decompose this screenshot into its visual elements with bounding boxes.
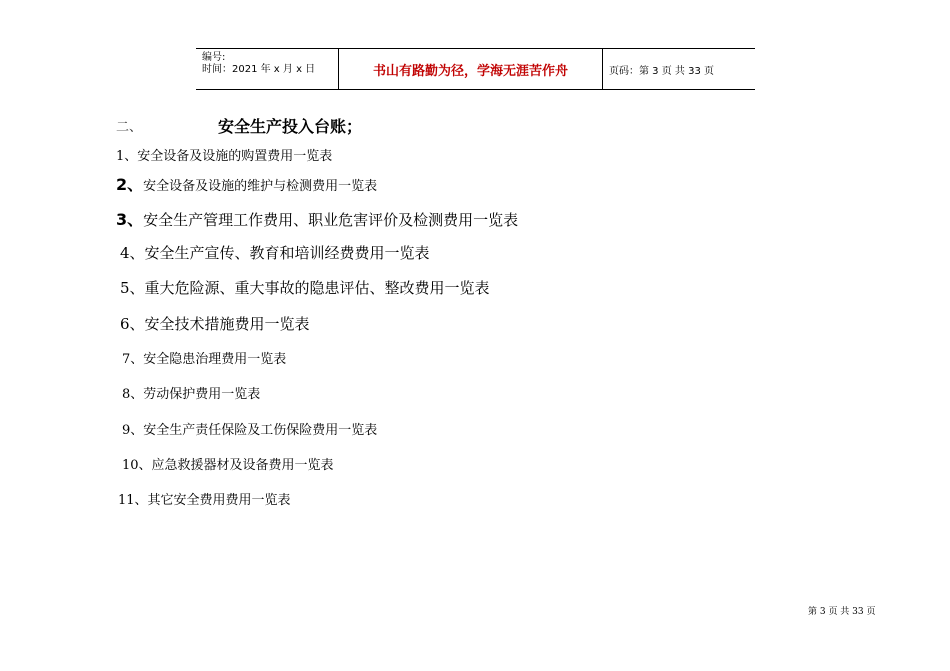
item-text: 其它安全费用费用一览表 bbox=[147, 493, 291, 508]
page-header bbox=[196, 48, 755, 90]
item-number: 9、 bbox=[122, 423, 144, 438]
section-number: 二、 bbox=[116, 120, 143, 135]
list-item bbox=[118, 489, 291, 508]
list-item bbox=[120, 313, 310, 334]
item-text: 安全技术措施费用一览表 bbox=[144, 315, 310, 333]
item-text: 重大危险源、重大事故的隐患评估、整改费用一览表 bbox=[144, 279, 490, 297]
list-item bbox=[122, 419, 377, 438]
list-item bbox=[122, 348, 286, 367]
item-number: 4、 bbox=[120, 244, 145, 262]
item-text: 安全设备及设施的购置费用一览表 bbox=[137, 149, 333, 164]
item-number: 3、 bbox=[116, 210, 144, 229]
list-item bbox=[122, 454, 334, 473]
item-text: 安全生产责任保险及工伤保险费用一览表 bbox=[143, 423, 378, 438]
list-item bbox=[120, 242, 430, 263]
item-number: 7、 bbox=[122, 352, 144, 367]
page-footer: 第 3 页 共 33 页 bbox=[808, 607, 876, 617]
item-text: 安全隐患治理费用一览表 bbox=[143, 352, 287, 367]
item-text: 安全设备及设施的维护与检测费用一览表 bbox=[143, 179, 378, 194]
header-motto: 书山有路勤为径，学海无涯苦作舟 bbox=[339, 49, 603, 89]
time-label: 时间：2021 年 x 月 x 日 bbox=[202, 64, 316, 75]
item-number: 5、 bbox=[120, 279, 145, 297]
section-title: 安全生产投入台账； bbox=[218, 117, 363, 136]
item-text: 安全生产宣传、教育和培训经费费用一览表 bbox=[144, 244, 430, 262]
list-item bbox=[120, 277, 490, 298]
list-item bbox=[116, 172, 377, 195]
list-item bbox=[122, 383, 260, 402]
item-number: 8、 bbox=[122, 387, 144, 402]
list-item bbox=[116, 145, 332, 164]
item-number: 6、 bbox=[120, 315, 145, 333]
item-text: 应急救援器材及设备费用一览表 bbox=[151, 458, 334, 473]
header-page-info: 页码：第 3 页 共 33 页 bbox=[609, 65, 714, 77]
item-number: 11、 bbox=[118, 493, 148, 508]
section-heading bbox=[116, 116, 363, 136]
item-number: 10、 bbox=[122, 458, 152, 473]
item-number: 2、 bbox=[116, 175, 144, 194]
item-number: 1、 bbox=[116, 149, 138, 164]
list-item bbox=[116, 207, 518, 230]
item-text: 安全生产管理工作费用、职业危害评价及检测费用一览表 bbox=[143, 211, 519, 229]
number-label: 编号: bbox=[202, 52, 226, 63]
header-meta bbox=[196, 49, 339, 89]
item-text: 劳动保护费用一览表 bbox=[143, 387, 261, 402]
